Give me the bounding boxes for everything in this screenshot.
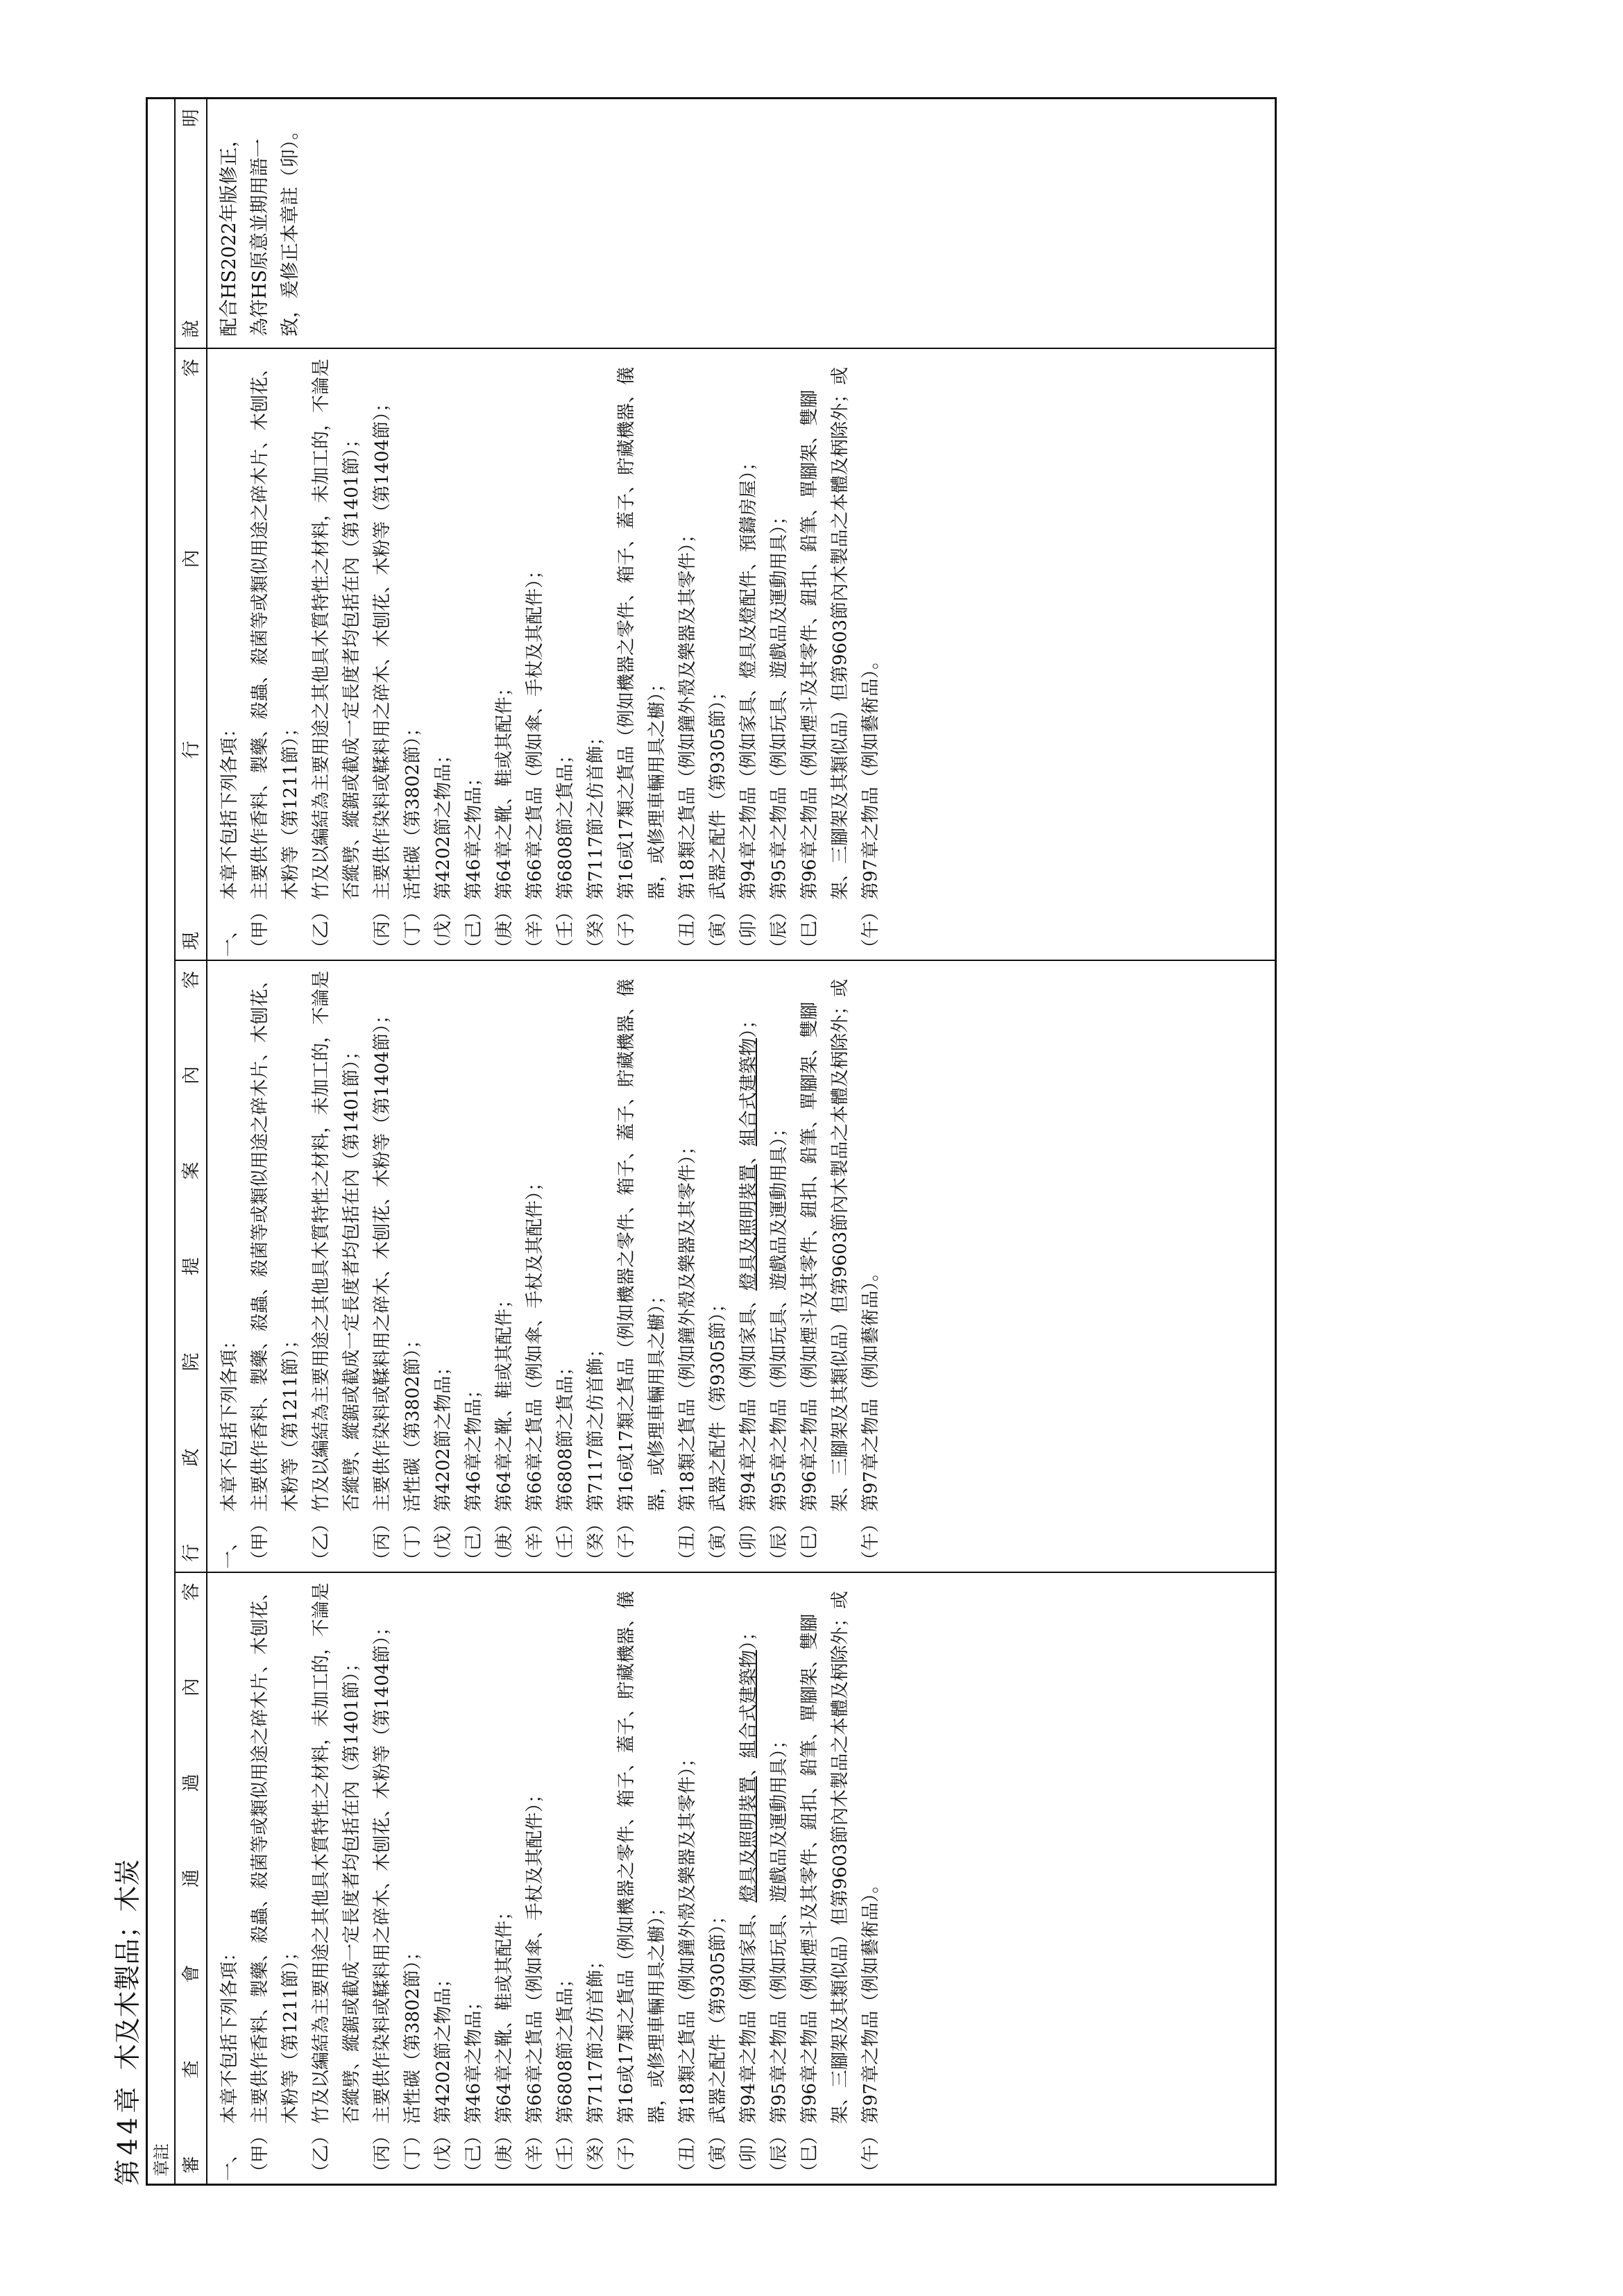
- explanation-content: [207, 99, 1275, 348]
- list-item: [703, 1573, 733, 2184]
- item-text: 第7117節之仿首飾；: [586, 1339, 606, 1512]
- header-char: 查: [181, 2060, 202, 2079]
- item-label: 一、: [219, 2144, 240, 2181]
- header-char: 會: [181, 1964, 202, 1983]
- chapter-heading: [111, 1860, 144, 2186]
- item-text: 第6808節之貨品；: [555, 745, 576, 900]
- item-label: （辰）: [769, 1514, 790, 1569]
- item-text: 第94章之物品（例如家具、燈具及燈配件、預鑄房屋）；: [738, 452, 759, 900]
- list-item: [367, 349, 398, 960]
- list-item: [459, 1573, 489, 2184]
- item-text: [733, 967, 764, 1512]
- item-label: （戊）: [433, 1514, 454, 1569]
- item-text: 第4202節之物品；: [433, 1357, 454, 1512]
- list-item: [550, 961, 581, 1572]
- header-char: 現: [181, 931, 202, 950]
- item-label: （丁）: [402, 1514, 423, 1569]
- item-text: 武器之配件（第9305節）；: [708, 1906, 729, 2124]
- passed-content: [207, 1573, 1275, 2184]
- item-text: 第6808節之貨品；: [555, 1357, 576, 1512]
- item-label: （戊）: [433, 902, 454, 957]
- item-text: 本章不包括下列各項：: [219, 1943, 240, 2124]
- item-text: 第16或17類之貨品（例如機器之零件、箱子、蓋子、貯藏機器、儀器，或修理車輛用具之櫥）；: [616, 366, 668, 900]
- item-text: 主要供作染料或鞣料用之碎木、木刨花、木粉等（第1404節）；: [372, 393, 393, 900]
- item-label: （庚）: [494, 1514, 515, 1569]
- list-item: [428, 349, 459, 960]
- amended-text: 燈具及照明裝置: [738, 1164, 759, 1291]
- list-item: [306, 961, 367, 1572]
- item-label: （壬）: [555, 902, 576, 957]
- item-text: 本章不包括下列各項：: [219, 719, 240, 900]
- header-char: 通: [181, 1869, 202, 1888]
- chapter-number: 第44章: [112, 2082, 143, 2186]
- list-item: [245, 349, 306, 960]
- item-text: 第16或17類之貨品（例如機器之零件、箱子、蓋子、貯藏機器、儀器，或修理車輛用具之櫥）；: [616, 978, 668, 1512]
- item-label: （寅）: [708, 902, 729, 957]
- item-label: （癸）: [586, 1514, 606, 1569]
- item-text-part: ）；: [738, 1622, 759, 1650]
- item-label: （卯）: [738, 1514, 759, 1569]
- item-label: （丙）: [372, 2126, 393, 2181]
- list-item: [550, 1573, 581, 2184]
- header-char: 內: [181, 550, 202, 568]
- item-label: （丑）: [677, 2126, 698, 2181]
- item-label: （卯）: [738, 2126, 759, 2181]
- item-label: （丙）: [372, 1514, 393, 1569]
- item-text: 第16或17類之貨品（例如機器之零件、箱子、蓋子、貯藏機器、儀器，或修理車輛用具之櫥）；: [616, 1590, 668, 2124]
- list-item: [764, 961, 794, 1572]
- item-text: 第46章之物品；: [464, 1992, 484, 2124]
- explanation-text: 配合HS2022年版修正，為符HS原意並期用語一致，爰修正本章註（卯）。: [219, 121, 301, 337]
- header-char: 內: [181, 1678, 202, 1697]
- list-item: [794, 1573, 856, 2184]
- item-label: （乙）: [311, 2126, 332, 2181]
- list-item: [581, 1573, 611, 2184]
- header-char: 內: [181, 1066, 202, 1085]
- header-char: 案: [181, 1162, 202, 1180]
- list-item: [520, 1573, 550, 2184]
- item-label: （子）: [616, 2126, 637, 2181]
- item-text: 第46章之物品；: [464, 1380, 484, 1512]
- item-label: （辛）: [525, 1514, 545, 1569]
- header-char: 行: [181, 740, 202, 759]
- item-label: （卯）: [738, 902, 759, 957]
- item-text: 武器之配件（第9305節）；: [708, 1294, 729, 1512]
- item-text: 第96章之物品（例如煙斗及其零件、鈕扣、鉛筆、單腳架、雙腳架、三腳架及其類似品）但第9603節內木製品之本體及柄除外；或: [799, 1590, 851, 2124]
- item-label: （辰）: [769, 2126, 790, 2181]
- item-text: 第64章之靴、鞋或其配件；: [494, 1902, 515, 2124]
- item-text: 主要供作香料、製藥、殺蟲、殺菌等或類似用途之碎木片、木刨花、木粉等（第1211節）；: [250, 358, 301, 900]
- header-char: 提: [181, 1257, 202, 1276]
- item-text-part: 第94章之物品（例如家具、: [738, 1290, 759, 1512]
- header-char: 審: [181, 2155, 202, 2174]
- list-item: [764, 1573, 794, 2184]
- header-char: 說: [181, 319, 202, 338]
- list-item: [214, 1573, 245, 2184]
- item-label: （子）: [616, 1514, 637, 1569]
- item-text: 主要供作染料或鞣料用之碎木、木刨花、木粉等（第1404節）；: [372, 1617, 393, 2124]
- header-char: 行: [181, 1543, 202, 1562]
- list-item: [733, 1573, 764, 2184]
- list-item: [306, 1573, 367, 2184]
- item-text: 竹及以編結為主要用途之其他具木質特性之材料，未加工的，不論是否縱劈、縱鋸或截成一定長度者均包括在內（第1401節）；: [311, 970, 362, 1512]
- item-text: 第18類之貨品（例如鐘外殼及樂器及其零件）；: [677, 1749, 698, 2124]
- item-label: （癸）: [586, 2126, 606, 2181]
- item-label: 一、: [219, 920, 240, 957]
- item-label: （戊）: [433, 2126, 454, 2181]
- item-text: 第6808節之貨品；: [555, 1969, 576, 2124]
- item-text: 第97章之物品（例如藝術品）。: [860, 1875, 881, 2124]
- comparison-table: [146, 97, 1277, 2186]
- item-text: 第66章之貨品（例如傘、手杖及其配件）；: [525, 561, 545, 900]
- header-explanation: [176, 99, 207, 348]
- item-label: （甲）: [250, 2126, 271, 2181]
- item-label: （午）: [860, 902, 881, 957]
- item-label: （寅）: [708, 1514, 729, 1569]
- item-label: （巳）: [799, 902, 820, 957]
- item-text: 主要供作香料、製藥、殺蟲、殺菌等或類似用途之碎木片、木刨花、木粉等（第1211節）；: [250, 970, 301, 1512]
- item-text: 第4202節之物品；: [433, 745, 454, 900]
- rotated-page: [111, 97, 1277, 2186]
- item-text: 第96章之物品（例如煙斗及其零件、鈕扣、鉛筆、單腳架、雙腳架、三腳架及其類似品）但第9603節內木製品之本體及柄除外；或: [799, 366, 851, 900]
- item-text: 第66章之貨品（例如傘、手杖及其配件）；: [525, 1785, 545, 2124]
- list-item: [398, 961, 428, 1572]
- item-text-part: 、: [738, 1146, 759, 1164]
- item-text: 活性碳（第3802節）；: [402, 1330, 423, 1512]
- item-text: 第18類之貨品（例如鐘外殼及樂器及其零件）；: [677, 525, 698, 900]
- item-text: 主要供作香料、製藥、殺蟲、殺菌等或類似用途之碎木片、木刨花、木粉等（第1211節）；: [250, 1582, 301, 2124]
- item-text: 活性碳（第3802節）；: [402, 718, 423, 900]
- list-item: [733, 961, 764, 1572]
- item-label: （巳）: [799, 2126, 820, 2181]
- list-item: [367, 1573, 398, 2184]
- item-text: 竹及以編結為主要用途之其他具木質特性之材料，未加工的，不論是否縱劈、縱鋸或截成一定長度者均包括在內（第1401節）；: [311, 358, 362, 900]
- list-item: [489, 1573, 520, 2184]
- item-label: （丑）: [677, 902, 698, 957]
- item-label: （辛）: [525, 902, 545, 957]
- item-label: （甲）: [250, 902, 271, 957]
- proposal-content: [207, 961, 1275, 1572]
- list-item: [581, 349, 611, 960]
- list-item: [214, 349, 245, 960]
- item-label: （丁）: [402, 902, 423, 957]
- chapter-title: 木及木製品；木炭: [112, 1859, 143, 2070]
- item-label: （丙）: [372, 902, 393, 957]
- item-label: （庚）: [494, 902, 515, 957]
- item-text: 第97章之物品（例如藝術品）。: [860, 651, 881, 900]
- item-text-part: 第94章之物品（例如家具、: [738, 1902, 759, 2124]
- list-item: [703, 349, 733, 960]
- list-item: [520, 349, 550, 960]
- list-item: [794, 961, 856, 1572]
- item-label: （庚）: [494, 2126, 515, 2181]
- item-text-part: 、: [738, 1758, 759, 1776]
- list-item: [672, 349, 703, 960]
- list-item: [581, 961, 611, 1572]
- item-text: [733, 1579, 764, 2124]
- list-item: [672, 961, 703, 1572]
- current-content: [207, 349, 1275, 960]
- item-text: 第95章之物品（例如玩具、遊戲品及運動用具）；: [769, 1730, 790, 2124]
- item-text: 竹及以編結為主要用途之其他具木質特性之材料，未加工的，不論是否縱劈、縱鋸或截成一定長度者均包括在內（第1401節）；: [311, 1582, 362, 2124]
- header-char: 院: [181, 1352, 202, 1371]
- item-text: 本章不包括下列各項：: [219, 1331, 240, 1512]
- item-label: （子）: [616, 902, 637, 957]
- amended-text: 組合式建築物: [738, 1649, 759, 1758]
- item-text: 第46章之物品；: [464, 768, 484, 900]
- list-item: [459, 961, 489, 1572]
- item-label: （午）: [860, 2126, 881, 2181]
- item-label: （己）: [464, 902, 484, 957]
- header-char: 容: [181, 971, 202, 989]
- amended-text: 燈具及照明裝置: [738, 1776, 759, 1903]
- header-char: 容: [181, 359, 202, 377]
- item-label: （乙）: [311, 902, 332, 957]
- header-char: 容: [181, 1583, 202, 1601]
- list-item: [428, 961, 459, 1572]
- header-passed: [176, 1573, 207, 2184]
- list-item: [214, 961, 245, 1572]
- item-text-part: ）；: [738, 1010, 759, 1038]
- item-text: 武器之配件（第9305節）；: [708, 682, 729, 900]
- list-item: [856, 1573, 886, 2184]
- list-item: [489, 961, 520, 1572]
- item-label: （辛）: [525, 2126, 545, 2181]
- list-item: [764, 349, 794, 960]
- list-item: [611, 1573, 672, 2184]
- item-text: 活性碳（第3802節）；: [402, 1942, 423, 2124]
- item-label: （巳）: [799, 1514, 820, 1569]
- item-label: （辰）: [769, 902, 790, 957]
- list-item: [856, 349, 886, 960]
- list-item: [245, 961, 306, 1572]
- item-label: （癸）: [586, 902, 606, 957]
- list-item: [306, 349, 367, 960]
- item-label: （甲）: [250, 1514, 271, 1569]
- list-item: [856, 961, 886, 1572]
- item-text: 第95章之物品（例如玩具、遊戲品及運動用具）；: [769, 507, 790, 900]
- list-item: [550, 349, 581, 960]
- header-char: 明: [181, 109, 202, 128]
- header-char: 過: [181, 1774, 202, 1792]
- section-label: 章註: [148, 99, 176, 2184]
- item-text: 第7117節之仿首飾；: [586, 727, 606, 900]
- header-char: 政: [181, 1448, 202, 1467]
- list-item: [367, 961, 398, 1572]
- list-item: [794, 349, 856, 960]
- list-item: [672, 1573, 703, 2184]
- item-text: 第97章之物品（例如藝術品）。: [860, 1263, 881, 1512]
- item-text: 主要供作染料或鞣料用之碎木、木刨花、木粉等（第1404節）；: [372, 1005, 393, 1512]
- item-label: （己）: [464, 1514, 484, 1569]
- list-item: [520, 961, 550, 1572]
- amended-text: 組合式建築物: [738, 1037, 759, 1146]
- list-item: [459, 349, 489, 960]
- list-item: [398, 1573, 428, 2184]
- list-item: [245, 1573, 306, 2184]
- item-text: 第66章之貨品（例如傘、手杖及其配件）；: [525, 1173, 545, 1512]
- item-text: 第64章之靴、鞋或其配件；: [494, 678, 515, 900]
- header-current: [176, 349, 207, 960]
- list-item: [489, 349, 520, 960]
- item-label: （壬）: [555, 1514, 576, 1569]
- list-item: [398, 349, 428, 960]
- item-label: （丑）: [677, 1514, 698, 1569]
- list-item: [428, 1573, 459, 2184]
- item-text: 第18類之貨品（例如鐘外殼及樂器及其零件）；: [677, 1137, 698, 1512]
- item-text: 第95章之物品（例如玩具、遊戲品及運動用具）；: [769, 1119, 790, 1512]
- item-label: （乙）: [311, 1514, 332, 1569]
- item-label: （丁）: [402, 2126, 423, 2181]
- list-item: [733, 349, 764, 960]
- list-item: [611, 349, 672, 960]
- item-text: 第64章之靴、鞋或其配件；: [494, 1290, 515, 1512]
- item-text: 第7117節之仿首飾；: [586, 1951, 606, 2124]
- list-item: [611, 961, 672, 1572]
- header-proposal: [176, 961, 207, 1572]
- item-text: 第96章之物品（例如煙斗及其零件、鈕扣、鉛筆、單腳架、雙腳架、三腳架及其類似品）但第9603節內木製品之本體及柄除外；或: [799, 978, 851, 1512]
- list-item: [703, 961, 733, 1572]
- item-label: （午）: [860, 1514, 881, 1569]
- item-text: 第4202節之物品；: [433, 1969, 454, 2124]
- item-label: （壬）: [555, 2126, 576, 2181]
- item-label: （己）: [464, 2126, 484, 2181]
- item-label: 一、: [219, 1532, 240, 1569]
- item-label: （寅）: [708, 2126, 729, 2181]
